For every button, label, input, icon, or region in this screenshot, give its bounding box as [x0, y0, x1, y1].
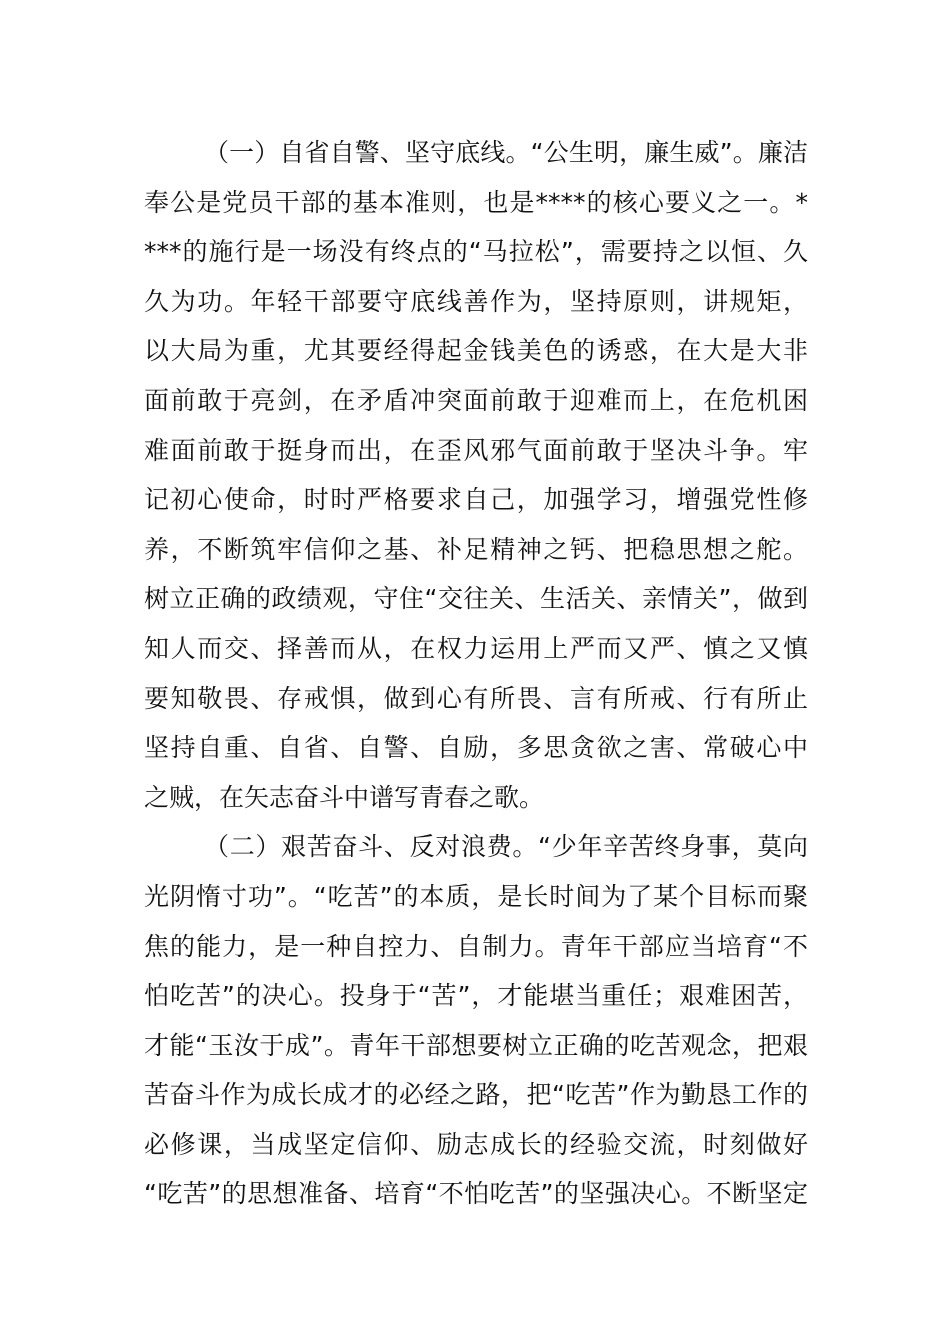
text-line: 面前敢于亮剑，在矛盾冲突面前敢于迎难而上，在危机困 — [144, 385, 808, 415]
paragraph-2 — [144, 822, 808, 1219]
text-line: 坚持自重、自省、自警、自励，多思贪欲之害、常破心中 — [144, 733, 808, 763]
text-line: 焦的能力，是一种自控力、自制力。青年干部应当培育“不 — [144, 931, 808, 961]
text-line: 以大局为重，尤其要经得起金钱美色的诱惑，在大是大非 — [144, 336, 808, 366]
text-line: 光阴惰寸功”。“吃苦”的本质，是长时间为了某个目标而聚 — [144, 881, 808, 911]
text-line: 怕吃苦”的决心。投身于“苦”，才能堪当重任；艰难困苦， — [144, 981, 808, 1011]
text-line: 苦奋斗作为成长成才的必经之路，把“吃苦”作为勤恳工作的 — [144, 1080, 808, 1110]
text-line: ***的施行是一场没有终点的“马拉松”，需要持之以恒、久 — [144, 237, 808, 267]
text-line: （二）艰苦奋斗、反对浪费。“少年辛苦终身事，莫向 — [204, 832, 808, 862]
document-body — [144, 128, 808, 1219]
text-line: 要知敬畏、存戒惧，做到心有所畏、言有所戒、行有所止 — [144, 683, 808, 713]
text-line: “吃苦”的思想准备、培育“不怕吃苦”的坚强决心。不断坚定 — [144, 1179, 808, 1209]
text-line: 难面前敢于挺身而出，在歪风邪气面前敢于坚决斗争。牢 — [144, 435, 808, 465]
text-line: 奉公是党员干部的基本准则，也是****的核心要义之一。* — [144, 187, 808, 217]
text-line: 必修课，当成坚定信仰、励志成长的经验交流，时刻做好 — [144, 1129, 808, 1159]
text-line: 才能“玉汝于成”。青年干部想要树立正确的吃苦观念，把艰 — [144, 1030, 808, 1060]
paragraph-1 — [144, 128, 808, 822]
text-line: 之贼，在矢志奋斗中谱写青春之歌。 — [144, 782, 545, 812]
text-line: 知人而交、择善而从，在权力运用上严而又严、慎之又慎 — [144, 633, 808, 663]
text-line: 树立正确的政绩观，守住“交往关、生活关、亲情关”，做到 — [144, 584, 808, 614]
text-line: 记初心使命，时时严格要求自己，加强学习，增强党性修 — [144, 485, 808, 515]
text-line: 久为功。年轻干部要守底线善作为，坚持原则，讲规矩， — [144, 286, 808, 316]
text-line: 养，不断筑牢信仰之基、补足精神之钙、把稳思想之舵。 — [144, 534, 808, 564]
text-line: （一）自省自警、坚守底线。“公生明，廉生威”。廉洁 — [204, 138, 808, 167]
